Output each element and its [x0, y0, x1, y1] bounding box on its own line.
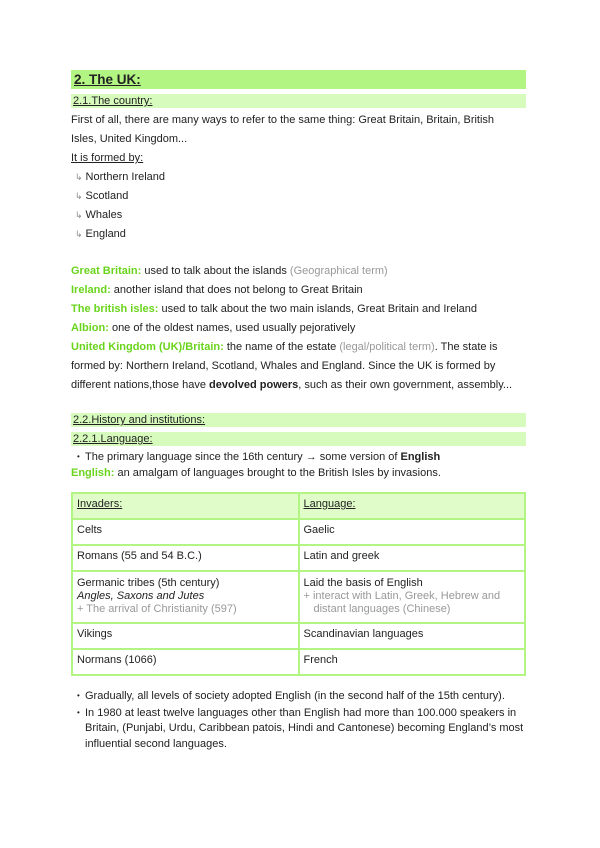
intro-line: Isles, United Kingdom... [71, 133, 188, 145]
list-item: • Gradually, all levels of society adopted English (in the second half of the 15th century). [77, 690, 505, 702]
table-cell: Latin and greek [299, 545, 526, 571]
formed-by-label: It is formed by: [71, 152, 144, 164]
uk-description-line: formed by: Northern Ireland, Scotland, Whales and England. Since the UK is formed by [71, 360, 496, 372]
list-item: ↳ Scotland [75, 190, 129, 202]
term-great-britain: Great Britain: used to talk about the islands (Geographical term) [71, 265, 388, 277]
subsection-title-language: 2.2.1.Language: [71, 432, 526, 446]
list-item-continuation: influential second languages. [85, 737, 227, 750]
table-cell: Scandinavian languages [299, 623, 526, 649]
table-cell: Gaelic [299, 519, 526, 545]
table-row [72, 545, 525, 571]
term-albion: Albion: one of the oldest names, used usually pejoratively [71, 322, 356, 334]
document-page [71, 70, 526, 752]
list-item: ↳ England [75, 228, 126, 240]
table-cell: Germanic tribes (5th century) Angles, Saxons and Jutes + The arrival of Christianity (597) [72, 571, 299, 623]
subsection-title-country: 2.1.The country: [71, 94, 526, 108]
term-ireland: Ireland: another island that does not belong to Great Britain [71, 284, 363, 296]
terms-block [71, 262, 526, 395]
list-item: ↳ Whales [75, 209, 123, 221]
list-item: • The primary language since the 16th century → some version of English [77, 451, 441, 463]
table-row [72, 519, 525, 545]
section-heading-uk: 2. The UK: [71, 70, 526, 89]
bullets-after-table [71, 688, 526, 752]
table-header-row [72, 493, 525, 519]
bullet-icon: • [77, 707, 80, 717]
subsection-title-history: 2.2.History and institutions: [71, 413, 526, 427]
uk-description-line: different nations,those have devolved powers, such as their own government, assembly... [71, 379, 513, 391]
table-cell: Laid the basis of English + interact with Latin, Greek, Hebrew and distant languages (Chinese) [299, 571, 526, 623]
table-cell: Normans (1066) [72, 649, 299, 675]
intro-line: First of all, there are many ways to refer to the same thing: Great Britain, Britain, British [71, 114, 495, 126]
arrow-icon: ↳ [75, 210, 83, 220]
list-item-continuation: Britain, (Punjabi, Urdu, Caribbean patois, Hindi and Cantonese) becoming England’s most [85, 722, 524, 734]
arrow-icon: ↳ [75, 229, 83, 239]
bullet-icon: • [77, 452, 80, 461]
list-item: ↳ Northern Ireland [75, 171, 166, 183]
invaders-languages-table [71, 492, 526, 676]
table-cell: Vikings [72, 623, 299, 649]
table-row [72, 649, 525, 675]
bullet-icon: • [77, 691, 80, 700]
arrow-icon: ↳ [75, 191, 83, 201]
term-united-kingdom: United Kingdom (UK)/Britain: the name of the estate (legal/political term). The state is [71, 341, 498, 353]
table-cell: Celts [72, 519, 299, 545]
table-cell: French [299, 649, 526, 675]
list-item: • In 1980 at least twelve languages other than English had more than 100.000 speakers in [77, 706, 517, 719]
term-english: English: an amalgam of languages brought to the British Isles by invasions. [71, 466, 441, 479]
table-header-cell: Language: [299, 493, 526, 519]
arrow-icon: ↳ [75, 172, 83, 182]
table-row [72, 623, 525, 649]
table-cell: Romans (55 and 54 B.C.) [72, 545, 299, 571]
table-row [72, 571, 525, 623]
term-british-isles: The british isles: used to talk about the two main islands, Great Britain and Ireland [71, 303, 477, 315]
table-header-cell: Invaders: [72, 493, 299, 519]
